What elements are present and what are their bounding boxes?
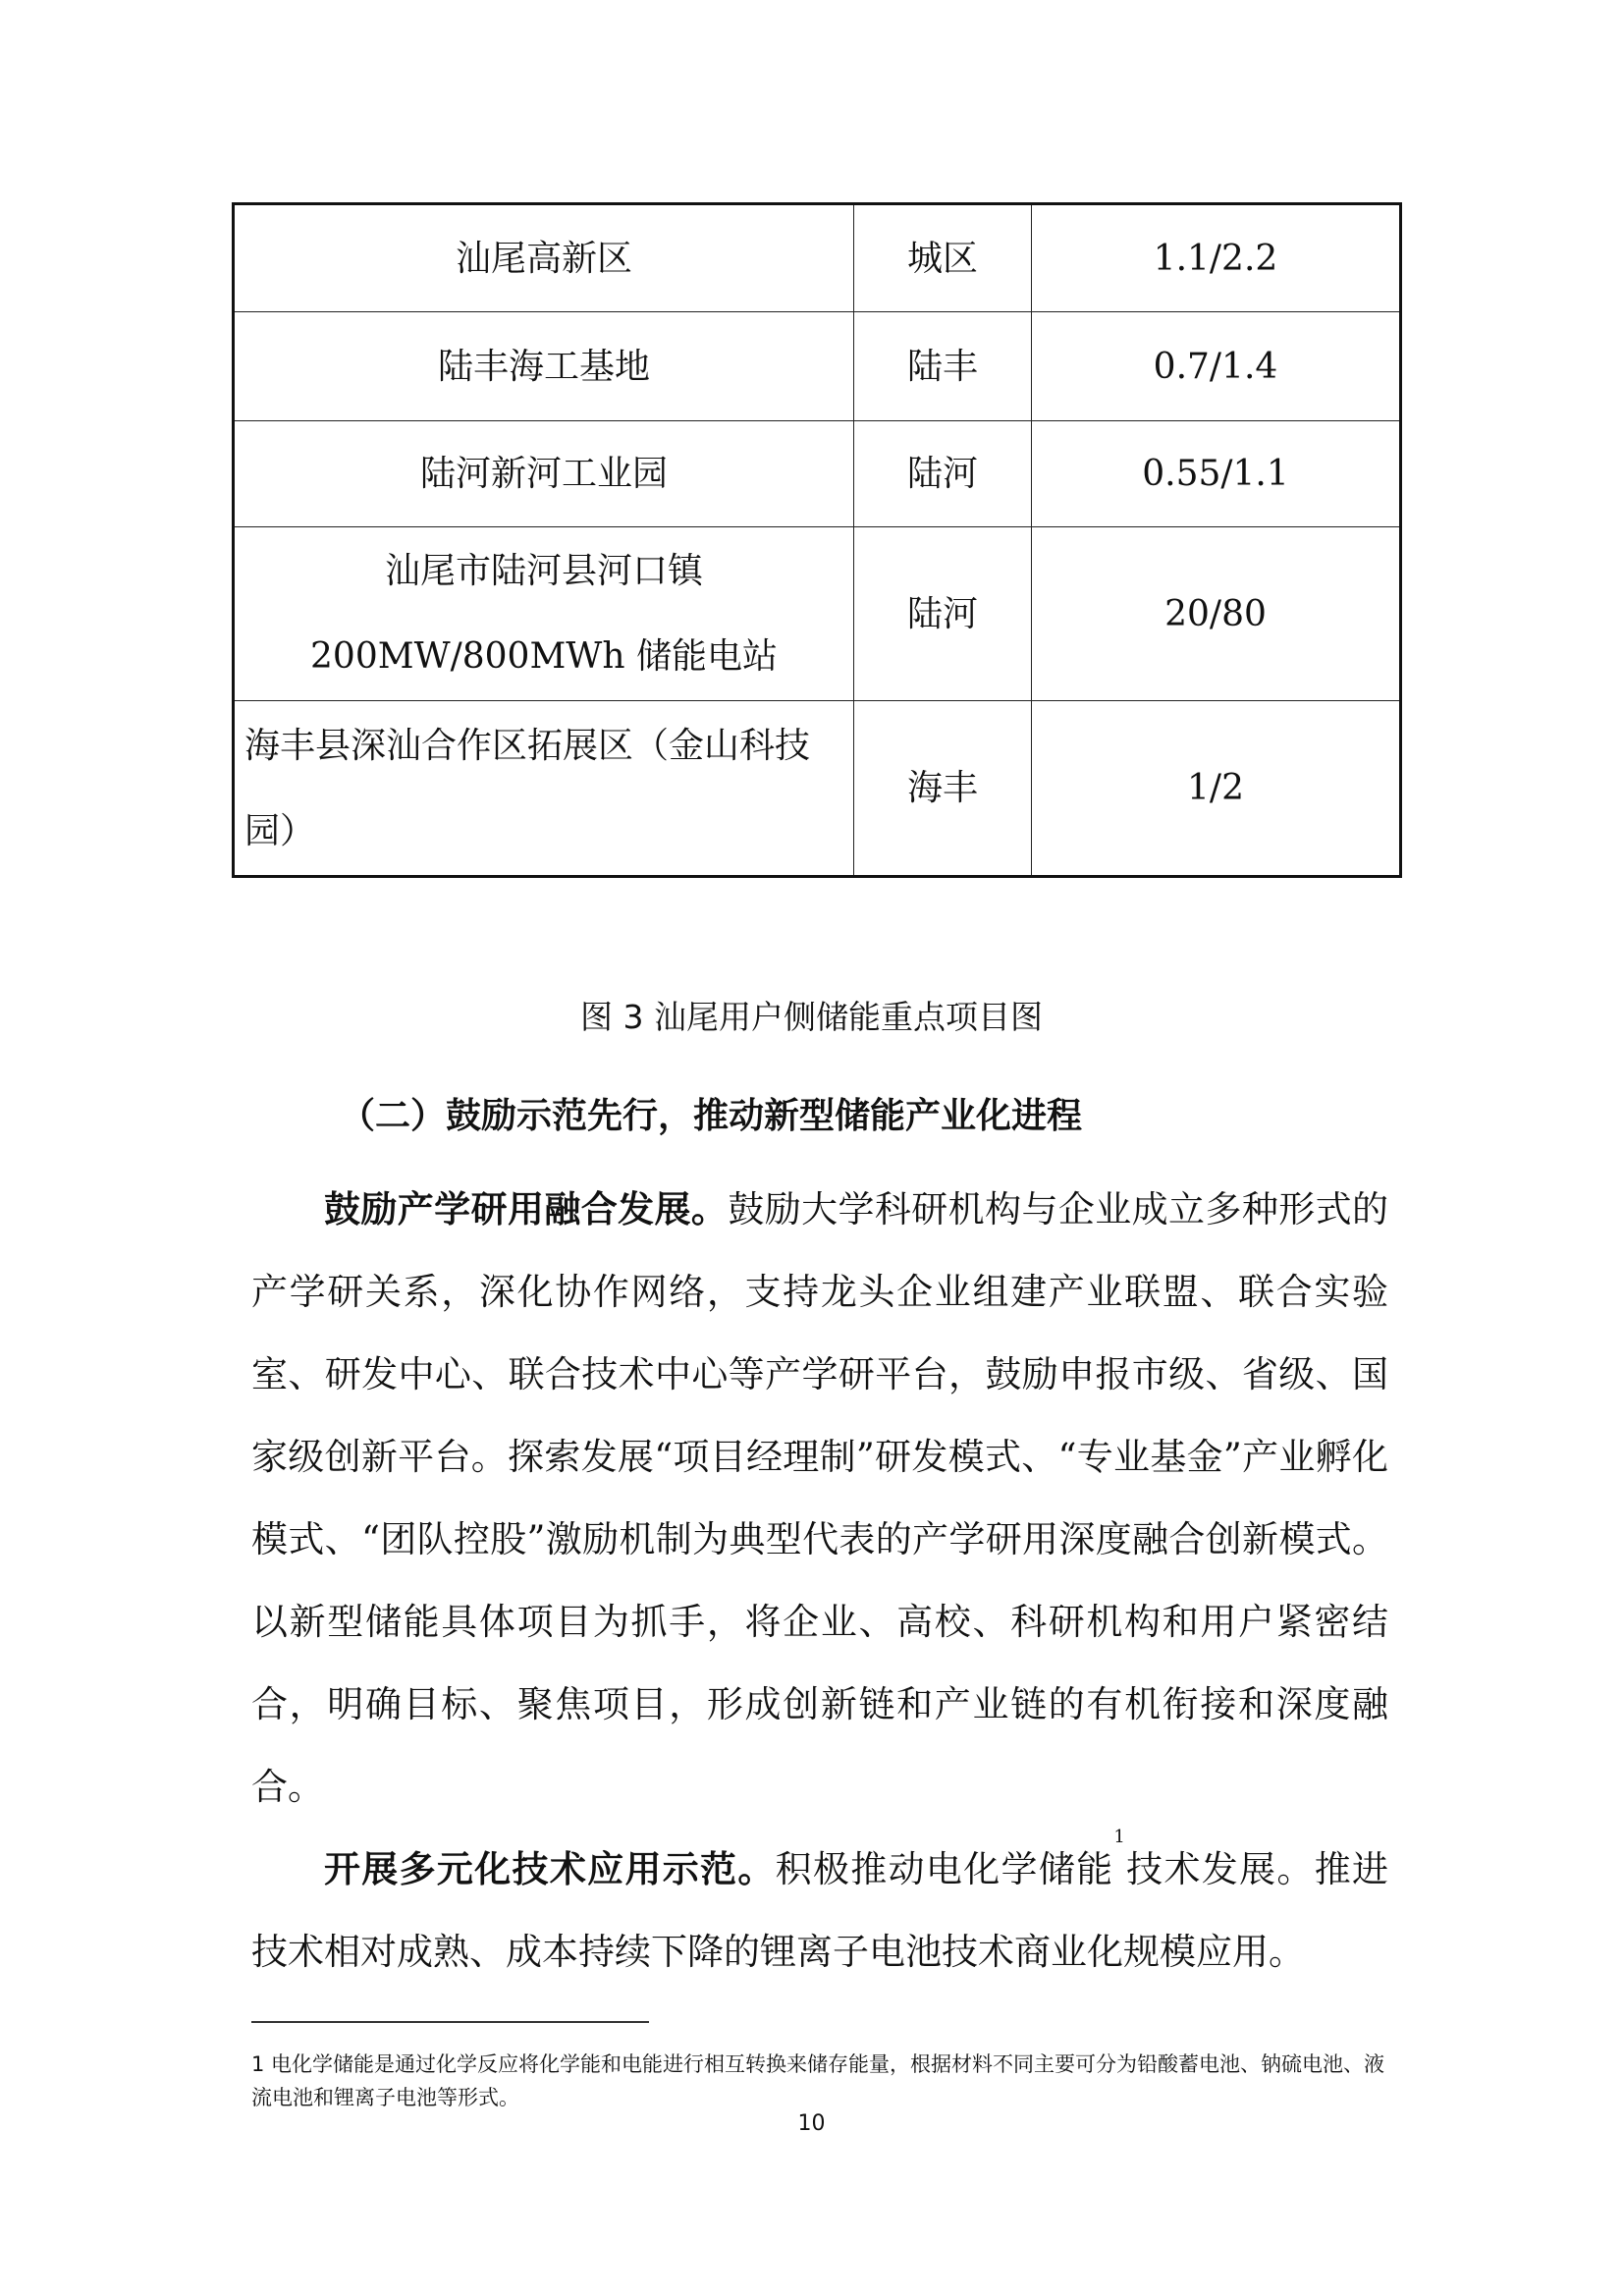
page-number: 10 [797, 2111, 826, 2136]
paragraph-text: 积极推动电化学储能 [775, 1848, 1114, 1890]
project-name: 汕尾高新区 [234, 204, 854, 312]
footnote-ref[interactable]: 1 [1113, 1827, 1125, 1847]
project-name-line: 200MW/800MWh 储能电站 [310, 636, 778, 677]
project-area: 陆丰 [854, 312, 1032, 421]
table-row [234, 204, 1401, 312]
project-name: 陆丰海工基地 [234, 312, 854, 421]
project-name: 海丰县深汕合作区拓展区（金山科技园） [234, 701, 854, 877]
footnote-divider [251, 2021, 649, 2023]
section-heading: （二）鼓励示范先行，推动新型储能产业化进程 [340, 1096, 1083, 1136]
project-name-line: 汕尾市陆河县河口镇 [384, 551, 703, 591]
paragraph [251, 1829, 1388, 1994]
figure-caption: 图 3 汕尾用户侧储能重点项目图 [580, 998, 1043, 1036]
project-table [232, 202, 1402, 878]
table-row [234, 701, 1401, 877]
table-row [234, 527, 1401, 701]
paragraph-text: 技术发展。推进技术相对成熟、成本持续下降的锂离子电池技术商业化规模应用。 [251, 1848, 1389, 1973]
project-value: 1/2 [1032, 701, 1401, 877]
project-area: 陆河 [854, 421, 1032, 527]
paragraph-lead: 鼓励产学研用融合发展。 [324, 1188, 729, 1230]
project-name [234, 527, 854, 701]
project-area: 城区 [854, 204, 1032, 312]
project-name: 陆河新河工业园 [234, 421, 854, 527]
paragraph-text: 鼓励大学科研机构与企业成立多种形式的产学研关系，深化协作网络，支持龙头企业组建产业联盟、联合实验室、研发中心、联合技术中心等产学研平台，鼓励申报市级、省级、国家级创新平台。探索发展“项目经理制”研发模式、“专业基金”产业孵化模式、“团队控股”激励机制为典型代表的产学研用深度融合创新模式。以新型储能具体项目为抓手，将企业、高校、科研机构和用户紧密结合，明确目标、聚焦项目，形成创新链和产业链的有机衔接和深度融合。 [251, 1188, 1389, 1808]
paragraph-lead: 开展多元化技术应用示范。 [324, 1848, 776, 1890]
project-area: 陆河 [854, 527, 1032, 701]
footnote: 1 电化学储能是通过化学反应将化学能和电能进行相互转换来储存能量，根据材料不同主要可分为铅酸蓄电池、钠硫电池、液流电池和锂离子电池等形式。 [251, 2052, 1385, 2109]
project-value: 0.55/1.1 [1032, 421, 1401, 527]
project-value: 20/80 [1032, 527, 1401, 701]
paragraph [251, 1169, 1388, 1829]
project-value: 0.7/1.4 [1032, 312, 1401, 421]
project-area: 海丰 [854, 701, 1032, 877]
table-row [234, 312, 1401, 421]
table-row [234, 421, 1401, 527]
project-value: 1.1/2.2 [1032, 204, 1401, 312]
